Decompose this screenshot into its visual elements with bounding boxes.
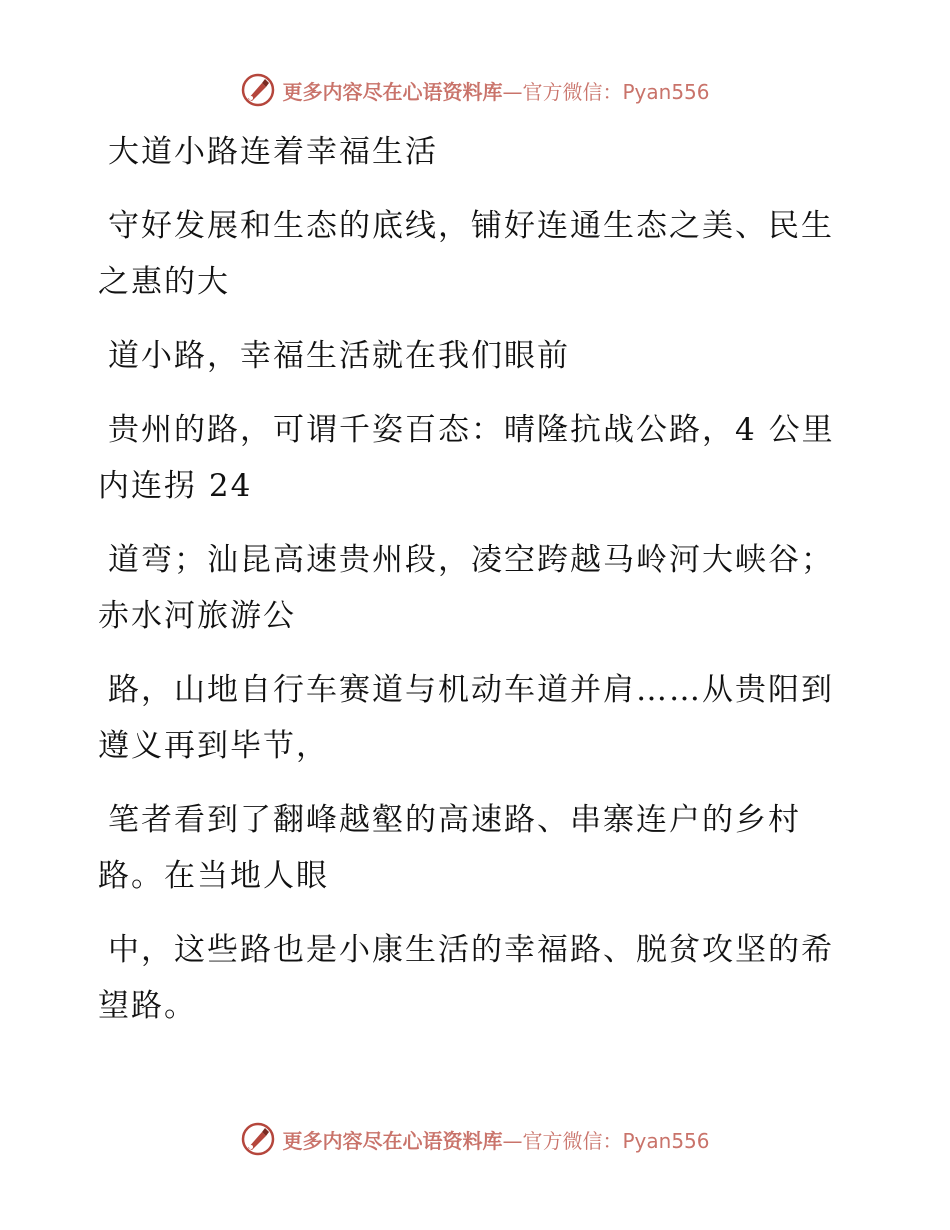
header-site-text: 更多内容尽在心语资料库	[282, 79, 503, 104]
header-banner	[0, 70, 950, 110]
pen-logo-icon	[240, 72, 276, 108]
paragraph-2: 道小路，幸福生活就在我们眼前	[108, 338, 570, 374]
footer-wechat-id: Pyan556	[622, 1128, 710, 1153]
footer-wechat-label: 官方微信：	[522, 1128, 623, 1153]
footer-banner-text	[282, 1125, 709, 1154]
paragraph-3: 贵州的路，可谓千姿百态：晴隆抗战公路，4 公里内连拐 24	[98, 412, 835, 504]
footer-site-text: 更多内容尽在心语资料库	[282, 1128, 503, 1153]
document-title: 大道小路连着幸福生活	[108, 134, 438, 170]
document-body	[98, 124, 838, 1052]
header-wechat-label: 官方微信：	[522, 79, 623, 104]
paragraph-1: 守好发展和生态的底线，铺好连通生态之美、民生之惠的大	[98, 208, 834, 300]
pen-logo-icon	[240, 1121, 276, 1157]
paragraph-5: 路，山地自行车赛道与机动车道并肩……从贵阳到遵义再到毕节，	[98, 672, 834, 764]
paragraph-7: 中，这些路也是小康生活的幸福路、脱贫攻坚的希望路。	[98, 932, 834, 1024]
header-banner-text	[282, 76, 709, 105]
paragraph-4: 道弯；汕昆高速贵州段，凌空跨越马岭河大峡谷；赤水河旅游公	[98, 542, 834, 634]
footer-banner	[0, 1119, 950, 1159]
paragraph-6: 笔者看到了翻峰越壑的高速路、串寨连户的乡村路。在当地人眼	[98, 802, 801, 894]
header-wechat-id: Pyan556	[622, 79, 710, 104]
footer-separator: —	[502, 1128, 523, 1153]
header-separator: —	[502, 79, 523, 104]
